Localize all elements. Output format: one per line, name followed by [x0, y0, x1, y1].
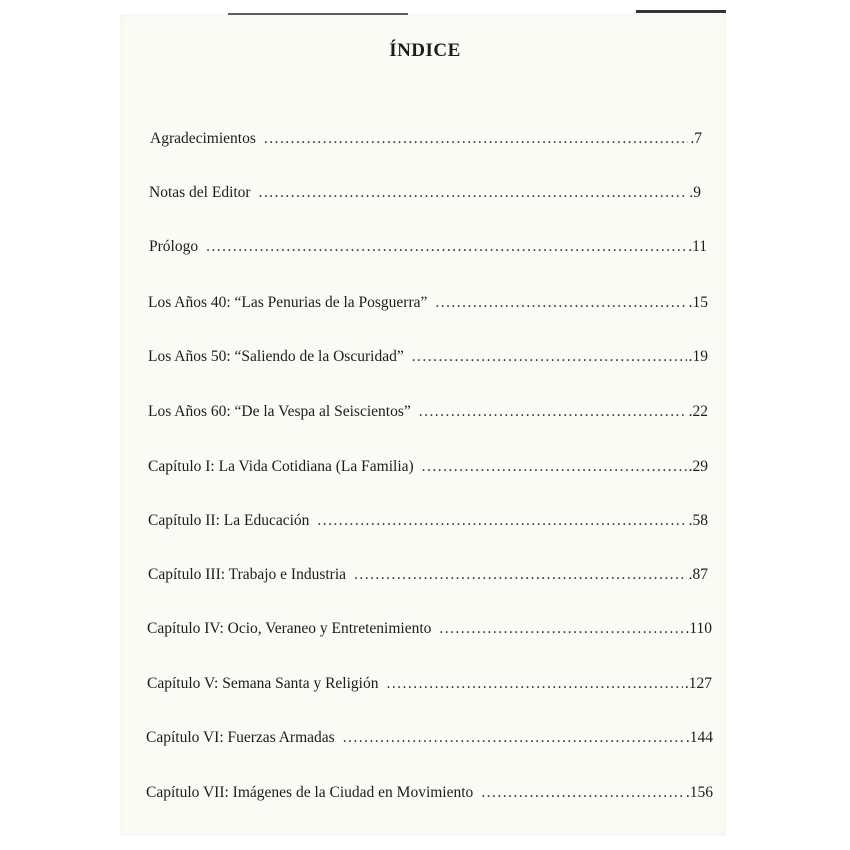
toc-entry-label: Los Años 40: “Las Penurias de la Posguerra”: [148, 294, 428, 311]
toc-entry-capitulo-vi: [146, 729, 713, 747]
toc-entry-los-anos-40: [148, 294, 708, 312]
dot-leader: [343, 729, 684, 747]
toc-entry-page: .127: [684, 675, 712, 692]
toc-entry-page: .87: [688, 566, 708, 583]
toc-entry-label: Capítulo III: Trabajo e Industria: [148, 566, 347, 583]
toc-entry-page: .19: [688, 348, 708, 365]
dot-leader: [419, 403, 687, 421]
page-title: ÍNDICE: [389, 40, 461, 61]
toc-entry-label: Capítulo V: Semana Santa y Religión: [147, 675, 379, 692]
toc-entry-capitulo-vii: [146, 784, 713, 802]
dot-leader: [206, 238, 686, 256]
toc-entry-capitulo-i: [148, 458, 708, 476]
dot-leader: [386, 675, 682, 693]
dot-leader: [354, 566, 687, 584]
toc-entry-label: Los Años 60: “De la Vespa al Seiscientos”: [148, 403, 411, 420]
toc-entry-label: Capítulo II: La Educación: [148, 512, 310, 529]
toc-entry-capitulo-iv: [147, 620, 712, 638]
toc-entry-page: .9: [689, 184, 701, 201]
toc-entry-page: .156: [685, 784, 713, 801]
toc-entry-label: Notas del Editor: [149, 184, 251, 201]
toc-entry-page: .29: [688, 458, 708, 475]
toc-entry-capitulo-iii: [148, 566, 708, 584]
toc-entry-label: Capítulo VII: Imágenes de la Ciudad en Movimiento: [146, 784, 474, 801]
toc-entry-page: .11: [688, 238, 707, 255]
toc-entry-page: .15: [688, 294, 708, 311]
toc-entry-notas-del-editor: [149, 184, 701, 202]
toc-entry-agradecimientos: [150, 130, 702, 148]
dot-leader: [412, 348, 687, 366]
toc-entry-los-anos-50: [148, 348, 708, 366]
dot-leader: [264, 130, 688, 148]
toc-entry-prologo: [149, 238, 707, 256]
toc-entry-label: Capítulo VI: Fuerzas Armadas: [146, 729, 335, 746]
toc-entry-label: Los Años 50: “Saliendo de la Oscuridad”: [148, 348, 404, 365]
dot-leader: [259, 184, 688, 202]
dot-leader: [439, 620, 683, 638]
toc-entry-page: .7: [690, 130, 702, 147]
toc-entry-page: .110: [685, 620, 712, 637]
toc-entry-capitulo-v: [147, 675, 712, 693]
toc-entry-label: Capítulo I: La Vida Cotidiana (La Familia): [148, 458, 414, 475]
toc-entry-label: Agradecimientos: [150, 130, 256, 147]
toc-entry-label: Capítulo IV: Ocio, Veraneo y Entretenimiento: [147, 620, 432, 637]
toc-entry-page: .22: [688, 403, 708, 420]
dot-leader: [317, 512, 686, 530]
toc-entry-los-anos-60: [148, 403, 708, 421]
toc-entry-label: Prólogo: [149, 238, 199, 255]
dot-leader: [435, 294, 686, 312]
dot-leader: [422, 458, 687, 476]
dot-leader: [481, 784, 684, 802]
toc-entry-page: .58: [688, 512, 708, 529]
toc-entry-page: .144: [685, 729, 713, 746]
toc-entry-capitulo-ii: [148, 512, 708, 530]
